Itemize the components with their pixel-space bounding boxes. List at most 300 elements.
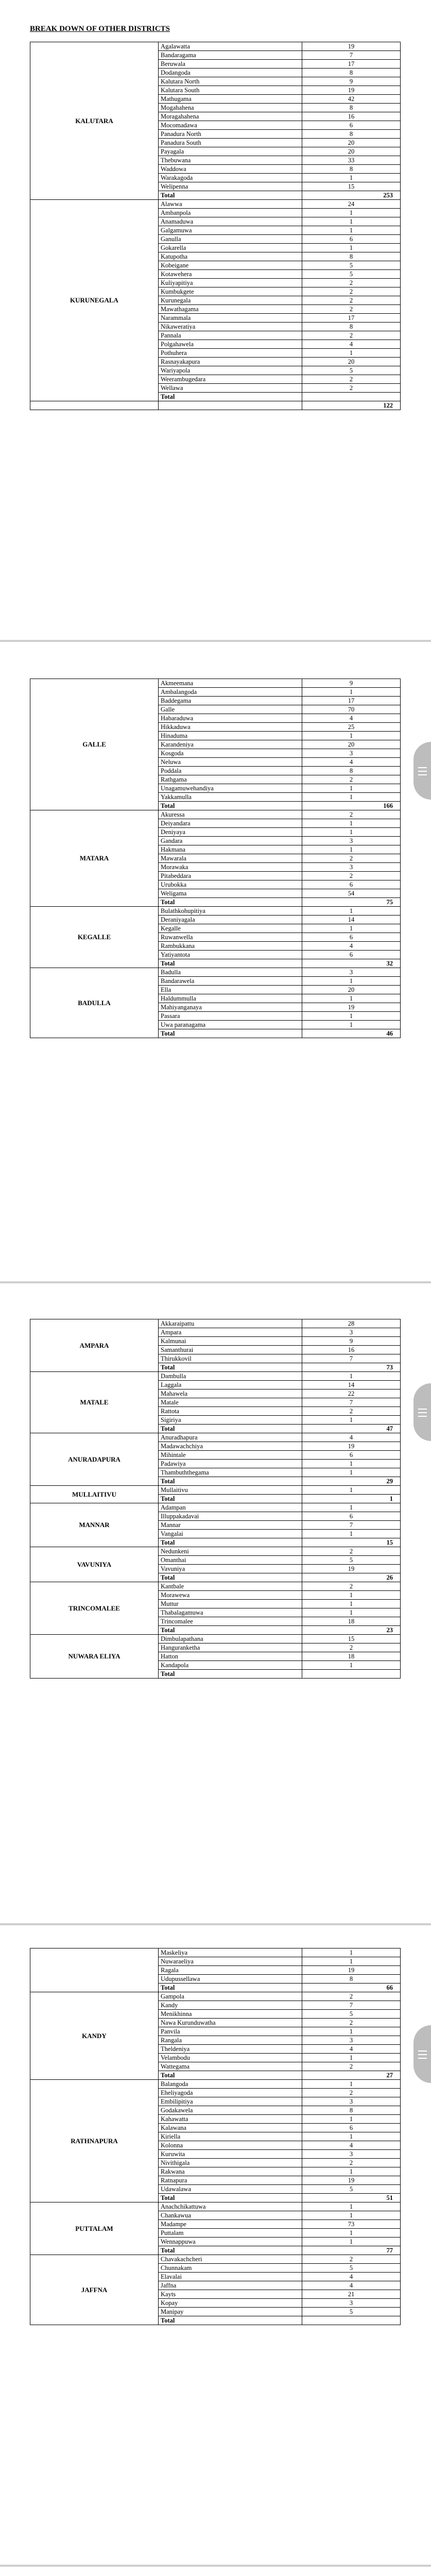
area-name: Kolonna bbox=[159, 2141, 302, 2150]
area-name: Sigiriya bbox=[159, 1416, 302, 1425]
table-row bbox=[30, 1547, 401, 1556]
area-count: 1 bbox=[302, 732, 401, 740]
area-count: 19 bbox=[302, 2176, 401, 2185]
area-name: Kopay bbox=[159, 2299, 302, 2308]
area-name: Galle bbox=[159, 705, 302, 714]
area-name: Weerambugedara bbox=[159, 375, 302, 384]
area-name: Kegalle bbox=[159, 924, 302, 933]
area-count: 1 bbox=[302, 226, 401, 235]
area-name: Mawarala bbox=[159, 854, 302, 863]
total-label: Total bbox=[159, 2071, 302, 2080]
area-name: Vangalai bbox=[159, 1530, 302, 1538]
area-name: Anuradhapura bbox=[159, 1433, 302, 1442]
area-count: 14 bbox=[302, 1381, 401, 1389]
area-count: 19 bbox=[302, 42, 401, 51]
area-count: 54 bbox=[302, 889, 401, 898]
area-name: Karandeniya bbox=[159, 740, 302, 749]
area-count: 3 bbox=[302, 837, 401, 845]
area-name: Embilipitiya bbox=[159, 2097, 302, 2106]
total-label: Total bbox=[159, 1573, 302, 1582]
area-name: Kahawatta bbox=[159, 2115, 302, 2124]
area-count: 20 bbox=[302, 358, 401, 366]
area-name: Rangala bbox=[159, 2036, 302, 2045]
area-name: Akuressa bbox=[159, 810, 302, 819]
total-label: Total bbox=[159, 1984, 302, 1992]
area-name: Wattegama bbox=[159, 2062, 302, 2071]
area-name: Bandaragama bbox=[159, 51, 302, 60]
area-count: 4 bbox=[302, 758, 401, 767]
area-name: Gokarella bbox=[159, 244, 302, 252]
area-name: Beruwala bbox=[159, 60, 302, 69]
area-name: Kalutara South bbox=[159, 86, 302, 95]
area-count: 28 bbox=[302, 1319, 401, 1328]
area-count: 5 bbox=[302, 1556, 401, 1565]
total-value: 23 bbox=[302, 1626, 401, 1635]
table-row bbox=[30, 1372, 401, 1381]
total-label: Total bbox=[159, 2194, 302, 2202]
area-name: Illuppakadavai bbox=[159, 1512, 302, 1521]
side-panel-handle[interactable] bbox=[413, 2025, 431, 2083]
area-count: 2 bbox=[302, 1992, 401, 2001]
area-name: Mahawela bbox=[159, 1389, 302, 1398]
area-count: 1 bbox=[302, 845, 401, 854]
area-name: Kalutara North bbox=[159, 77, 302, 86]
area-name: Galgamuwa bbox=[159, 226, 302, 235]
area-name: Ragala bbox=[159, 1966, 302, 1975]
area-name: Welipenna bbox=[159, 182, 302, 191]
area-name: Morawaka bbox=[159, 863, 302, 872]
area-name: Kalawana bbox=[159, 2124, 302, 2132]
area-name: Badulla bbox=[159, 968, 302, 977]
area-name: Deiyandara bbox=[159, 819, 302, 828]
area-name: Anachchikattuwa bbox=[159, 2202, 302, 2211]
area-count: 1 bbox=[302, 174, 401, 182]
area-name: Rambukkana bbox=[159, 942, 302, 951]
table-row bbox=[30, 1486, 401, 1495]
area-name: Panvila bbox=[159, 2027, 302, 2036]
area-name: Haldummulla bbox=[159, 994, 302, 1003]
area-count: 4 bbox=[302, 942, 401, 951]
area-name: Kurunegala bbox=[159, 296, 302, 305]
area-count: 15 bbox=[302, 182, 401, 191]
district-name: NUWARA ELIYA bbox=[30, 1635, 159, 1679]
area-count: 1 bbox=[302, 2229, 401, 2238]
total-label: Total bbox=[159, 1477, 302, 1486]
total-label: Total bbox=[159, 1670, 302, 1679]
area-count: 1 bbox=[302, 2167, 401, 2176]
total-value: 51 bbox=[302, 2194, 401, 2202]
area-name: Hakmana bbox=[159, 845, 302, 854]
area-count: 19 bbox=[302, 1003, 401, 1012]
area-count: 15 bbox=[302, 1635, 401, 1643]
area-count: 1 bbox=[302, 244, 401, 252]
area-count: 19 bbox=[302, 1966, 401, 1975]
area-name: Matale bbox=[159, 1398, 302, 1407]
area-count: 19 bbox=[302, 86, 401, 95]
table-row bbox=[30, 1503, 401, 1512]
area-count: 2 bbox=[302, 2019, 401, 2027]
area-name: Nikaweratiya bbox=[159, 323, 302, 331]
area-count: 7 bbox=[302, 51, 401, 60]
area-name: Morawewa bbox=[159, 1591, 302, 1600]
area-name: Mawathagama bbox=[159, 305, 302, 314]
district-name: GALLE bbox=[30, 679, 159, 810]
table-row bbox=[30, 1992, 401, 2001]
area-name: Unagamuwehandiya bbox=[159, 784, 302, 793]
area-name: Rathgama bbox=[159, 775, 302, 784]
area-name: Nawa Kurunduwatha bbox=[159, 2019, 302, 2027]
area-name: Ambanpola bbox=[159, 209, 302, 217]
district-name: VAVUNIYA bbox=[30, 1547, 159, 1582]
district-name: ANURADAPURA bbox=[30, 1433, 159, 1486]
area-count: 1 bbox=[302, 994, 401, 1003]
area-count: 3 bbox=[302, 2036, 401, 2045]
area-count: 9 bbox=[302, 679, 401, 688]
page-title: BREAK DOWN OF OTHER DISTRICTS bbox=[30, 25, 170, 33]
total-value: 77 bbox=[302, 2246, 401, 2255]
area-count: 1 bbox=[302, 1012, 401, 1021]
area-name: Neluwa bbox=[159, 758, 302, 767]
area-count: 1 bbox=[302, 1460, 401, 1468]
total-value: 75 bbox=[302, 898, 401, 907]
area-name: Habaraduwa bbox=[159, 714, 302, 723]
page-separator bbox=[0, 1281, 431, 1283]
area-name: Baddegama bbox=[159, 697, 302, 705]
total-value: 1 bbox=[302, 1495, 401, 1503]
area-count: 6 bbox=[302, 951, 401, 959]
area-count: 17 bbox=[302, 697, 401, 705]
area-count: 8 bbox=[302, 69, 401, 77]
area-count: 1 bbox=[302, 2238, 401, 2246]
area-name: Gandara bbox=[159, 837, 302, 845]
total-value: 29 bbox=[302, 1477, 401, 1486]
area-name: Dodangoda bbox=[159, 69, 302, 77]
area-count: 20 bbox=[302, 147, 401, 156]
table-row bbox=[30, 42, 401, 51]
area-count: 8 bbox=[302, 1975, 401, 1984]
area-count: 25 bbox=[302, 723, 401, 732]
district-name: BADULLA bbox=[30, 968, 159, 1038]
area-name: Payagala bbox=[159, 147, 302, 156]
area-count: 24 bbox=[302, 200, 401, 209]
area-count: 2 bbox=[302, 2159, 401, 2167]
area-name: Maskeliya bbox=[159, 1948, 302, 1957]
area-name: Thambuththegama bbox=[159, 1468, 302, 1477]
table-row bbox=[30, 200, 401, 209]
area-count: 4 bbox=[302, 1433, 401, 1442]
side-panel-handle[interactable] bbox=[413, 742, 431, 800]
total-label: Total bbox=[159, 2316, 302, 2325]
area-count: 3 bbox=[302, 968, 401, 977]
table-row bbox=[30, 810, 401, 819]
area-name: Polgahawela bbox=[159, 340, 302, 349]
area-count: 1 bbox=[302, 2211, 401, 2220]
area-count: 73 bbox=[302, 2220, 401, 2229]
area-count: 1 bbox=[302, 977, 401, 986]
area-name: Mannar bbox=[159, 1521, 302, 1530]
district-name bbox=[30, 1948, 159, 1992]
total-value: 26 bbox=[302, 1573, 401, 1582]
area-name: Hatton bbox=[159, 1652, 302, 1661]
area-count: 2 bbox=[302, 296, 401, 305]
area-name: Pothuhera bbox=[159, 349, 302, 358]
area-count: 2 bbox=[302, 1582, 401, 1591]
area-name: Ruwanwella bbox=[159, 933, 302, 942]
area-name: Kantbale bbox=[159, 1582, 302, 1591]
area-count: 1 bbox=[302, 2132, 401, 2141]
area-name: Akmeemana bbox=[159, 679, 302, 688]
total-label: Total bbox=[159, 191, 302, 200]
area-count: 6 bbox=[302, 880, 401, 889]
area-count: 18 bbox=[302, 1617, 401, 1626]
total-label: Total bbox=[159, 1363, 302, 1372]
table-row bbox=[30, 2080, 401, 2089]
area-name: Mocomadawa bbox=[159, 121, 302, 130]
area-name: Ambalangoda bbox=[159, 688, 302, 697]
district-name: MANNAR bbox=[30, 1503, 159, 1547]
area-count: 1 bbox=[302, 1530, 401, 1538]
district-name: RATHNAPURA bbox=[30, 2080, 159, 2202]
total-value bbox=[302, 393, 401, 401]
area-count: 1 bbox=[302, 1486, 401, 1495]
area-count: 21 bbox=[302, 2290, 401, 2299]
area-name: Kandy bbox=[159, 2001, 302, 2010]
area-count: 1 bbox=[302, 793, 401, 802]
total-value: 66 bbox=[302, 1984, 401, 1992]
total-label: Total bbox=[159, 1029, 302, 1038]
table-row bbox=[30, 968, 401, 977]
area-count: 3 bbox=[302, 2097, 401, 2106]
area-name: Kuruwita bbox=[159, 2150, 302, 2159]
area-count: 8 bbox=[302, 252, 401, 261]
area-name: Panadura South bbox=[159, 139, 302, 147]
district-name: MATARA bbox=[30, 810, 159, 907]
area-name: Poddala bbox=[159, 767, 302, 775]
area-name: Thabalagamuwa bbox=[159, 1608, 302, 1617]
area-count: 5 bbox=[302, 2308, 401, 2316]
area-count: 7 bbox=[302, 2001, 401, 2010]
area-count: 1 bbox=[302, 217, 401, 226]
area-count: 3 bbox=[302, 1328, 401, 1337]
area-name: Ampara bbox=[159, 1328, 302, 1337]
area-count: 2 bbox=[302, 2062, 401, 2071]
area-count: 8 bbox=[302, 323, 401, 331]
total-value bbox=[302, 1670, 401, 1679]
total-label: Total bbox=[159, 1626, 302, 1635]
area-count: 16 bbox=[302, 112, 401, 121]
area-count: 2 bbox=[302, 2255, 401, 2264]
area-count: 33 bbox=[302, 156, 401, 165]
area-count: 16 bbox=[302, 1346, 401, 1354]
area-count: 2 bbox=[302, 2089, 401, 2097]
total-value bbox=[302, 2316, 401, 2325]
table-row bbox=[30, 907, 401, 916]
area-name: Ella bbox=[159, 986, 302, 994]
area-name: Panadura North bbox=[159, 130, 302, 139]
grand-total-spacer bbox=[30, 401, 159, 410]
area-count: 4 bbox=[302, 2281, 401, 2290]
area-name: Kiriella bbox=[159, 2132, 302, 2141]
area-count: 1 bbox=[302, 1503, 401, 1512]
area-name: Laggala bbox=[159, 1381, 302, 1389]
area-count: 6 bbox=[302, 933, 401, 942]
area-count: 1 bbox=[302, 924, 401, 933]
area-count: 1 bbox=[302, 1948, 401, 1957]
district-table-page-3 bbox=[30, 1319, 401, 1679]
area-name: Wariyapola bbox=[159, 366, 302, 375]
total-value: 253 bbox=[302, 191, 401, 200]
area-count: 14 bbox=[302, 916, 401, 924]
area-count: 1 bbox=[302, 1372, 401, 1381]
area-name: Ganulla bbox=[159, 235, 302, 244]
area-name: Dimbulapathana bbox=[159, 1635, 302, 1643]
area-count: 8 bbox=[302, 165, 401, 174]
grand-total-value: 122 bbox=[302, 401, 401, 410]
area-name: Puttalam bbox=[159, 2229, 302, 2238]
area-count: 4 bbox=[302, 340, 401, 349]
area-name: Dambulla bbox=[159, 1372, 302, 1381]
area-name: Rakwana bbox=[159, 2167, 302, 2176]
total-label: Total bbox=[159, 2246, 302, 2255]
area-name: Waddowa bbox=[159, 165, 302, 174]
district-name: KURUNEGALA bbox=[30, 200, 159, 401]
area-name: Narammala bbox=[159, 314, 302, 323]
area-name: Padawiya bbox=[159, 1460, 302, 1468]
area-name: Mahiyanganaya bbox=[159, 1003, 302, 1012]
area-name: Hanguranketha bbox=[159, 1643, 302, 1652]
area-count: 6 bbox=[302, 121, 401, 130]
district-name: KALUTARA bbox=[30, 42, 159, 200]
area-name: Eheliyagoda bbox=[159, 2089, 302, 2097]
total-label: Total bbox=[159, 1425, 302, 1433]
area-count: 1 bbox=[302, 1957, 401, 1966]
area-name: Nivithigala bbox=[159, 2159, 302, 2167]
area-count: 19 bbox=[302, 1565, 401, 1573]
area-count: 3 bbox=[302, 2299, 401, 2308]
table-row bbox=[30, 679, 401, 688]
total-value: 46 bbox=[302, 1029, 401, 1038]
table-row bbox=[30, 1582, 401, 1591]
area-count: 6 bbox=[302, 1451, 401, 1460]
area-name: Kuliyapitiya bbox=[159, 279, 302, 287]
area-name: Manipay bbox=[159, 2308, 302, 2316]
area-name: Passara bbox=[159, 1012, 302, 1021]
area-count: 1 bbox=[302, 1591, 401, 1600]
area-count: 1 bbox=[302, 1416, 401, 1425]
area-name: Yakkamulla bbox=[159, 793, 302, 802]
area-count: 1 bbox=[302, 784, 401, 793]
area-count: 6 bbox=[302, 1512, 401, 1521]
area-count: 2 bbox=[302, 279, 401, 287]
area-name: Kosgoda bbox=[159, 749, 302, 758]
area-count: 6 bbox=[302, 2124, 401, 2132]
area-name: Adampan bbox=[159, 1503, 302, 1512]
area-name: Samanthurai bbox=[159, 1346, 302, 1354]
area-name: Theldeniya bbox=[159, 2045, 302, 2054]
district-name: TRINCOMALEE bbox=[30, 1582, 159, 1635]
area-count: 8 bbox=[302, 130, 401, 139]
area-count: 20 bbox=[302, 740, 401, 749]
page-separator bbox=[0, 2565, 431, 2567]
district-name: KANDY bbox=[30, 1992, 159, 2080]
area-count: 4 bbox=[302, 2273, 401, 2281]
district-table-page-2 bbox=[30, 679, 401, 1038]
area-count: 7 bbox=[302, 1521, 401, 1530]
area-count: 18 bbox=[302, 1652, 401, 1661]
grand-total-row bbox=[30, 401, 401, 410]
total-label: Total bbox=[159, 393, 302, 401]
area-name: Balangoda bbox=[159, 2080, 302, 2089]
area-count: 2 bbox=[302, 305, 401, 314]
area-name: Udawalawa bbox=[159, 2185, 302, 2194]
area-count: 1 bbox=[302, 688, 401, 697]
area-count: 1 bbox=[302, 819, 401, 828]
side-panel-handle[interactable] bbox=[413, 1383, 431, 1441]
total-value: 15 bbox=[302, 1538, 401, 1547]
area-count: 1 bbox=[302, 2115, 401, 2124]
area-name: Hikkaduwa bbox=[159, 723, 302, 732]
area-name: Trincomalee bbox=[159, 1617, 302, 1626]
area-name: Mullaitivu bbox=[159, 1486, 302, 1495]
total-value: 27 bbox=[302, 2071, 401, 2080]
area-count: 8 bbox=[302, 767, 401, 775]
area-name: Thebuwana bbox=[159, 156, 302, 165]
area-count: 1 bbox=[302, 2027, 401, 2036]
area-name: Mathugama bbox=[159, 95, 302, 104]
total-label: Total bbox=[159, 1495, 302, 1503]
table-row bbox=[30, 1635, 401, 1643]
total-value: 47 bbox=[302, 1425, 401, 1433]
area-name: Pannala bbox=[159, 331, 302, 340]
area-count: 1 bbox=[302, 349, 401, 358]
area-count: 1 bbox=[302, 1468, 401, 1477]
area-name: Omanthai bbox=[159, 1556, 302, 1565]
area-count: 4 bbox=[302, 2141, 401, 2150]
area-count: 17 bbox=[302, 314, 401, 323]
area-name: Nedunkeni bbox=[159, 1547, 302, 1556]
area-count: 5 bbox=[302, 366, 401, 375]
area-count: 17 bbox=[302, 60, 401, 69]
area-count: 2 bbox=[302, 375, 401, 384]
area-name: Elavalai bbox=[159, 2273, 302, 2281]
area-count: 5 bbox=[302, 261, 401, 270]
table-row bbox=[30, 1319, 401, 1328]
area-count: 19 bbox=[302, 1442, 401, 1451]
total-value: 73 bbox=[302, 1363, 401, 1372]
district-name: KEGALLE bbox=[30, 907, 159, 968]
table-row bbox=[30, 2202, 401, 2211]
area-count: 2 bbox=[302, 810, 401, 819]
area-name: Akkaraipattu bbox=[159, 1319, 302, 1328]
area-name: Wennappuwa bbox=[159, 2238, 302, 2246]
area-count: 3 bbox=[302, 749, 401, 758]
area-count: 2 bbox=[302, 331, 401, 340]
area-count: 7 bbox=[302, 1354, 401, 1363]
area-count: 1 bbox=[302, 1600, 401, 1608]
area-name: Pitabeddara bbox=[159, 872, 302, 880]
area-count: 1 bbox=[302, 209, 401, 217]
area-count: 2 bbox=[302, 1643, 401, 1652]
area-name: Mogahahena bbox=[159, 104, 302, 112]
area-name: Thirukkovil bbox=[159, 1354, 302, 1363]
area-name: Wellawa bbox=[159, 384, 302, 393]
area-name: Velambodu bbox=[159, 2054, 302, 2062]
total-value: 166 bbox=[302, 802, 401, 810]
area-name: Mihintale bbox=[159, 1451, 302, 1460]
area-count: 4 bbox=[302, 2045, 401, 2054]
total-label: Total bbox=[159, 959, 302, 968]
area-name: Hinaduma bbox=[159, 732, 302, 740]
